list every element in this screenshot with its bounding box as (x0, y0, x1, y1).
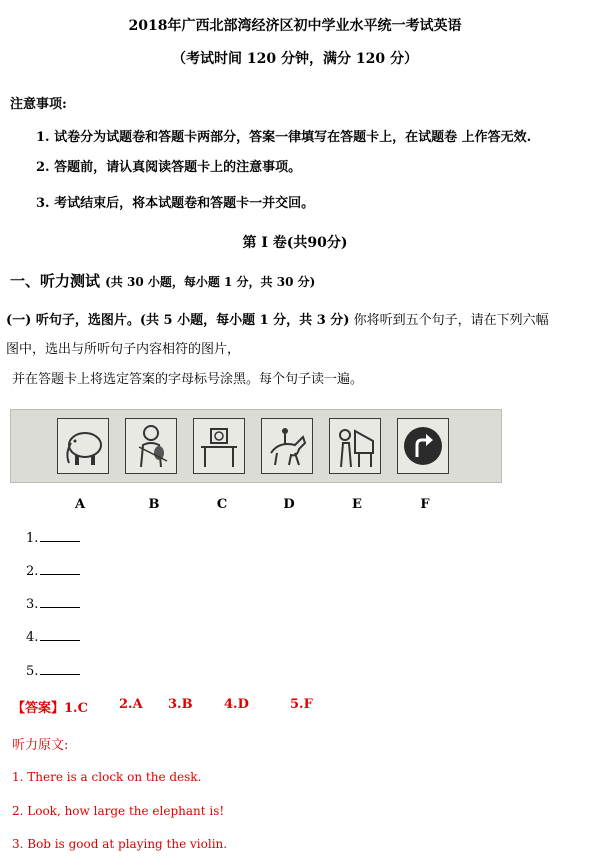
picture-label-c: C (216, 497, 228, 512)
question-1 (26, 531, 80, 546)
violin-player-icon (125, 418, 177, 474)
answer-item-4: 4.D (224, 697, 249, 712)
answer-item-5: 5.F (290, 697, 313, 712)
transcript-heading: 听力原文: (12, 738, 69, 753)
section-heading (10, 270, 315, 291)
answer-blank[interactable] (40, 630, 80, 641)
question-number: 1. (26, 531, 39, 546)
transcript-line-1: 1. There is a clock on the desk. (12, 770, 202, 784)
picture-label-f: F (420, 497, 430, 512)
transcript-line-2: 2. Look, how large the elephant is! (12, 804, 225, 818)
part-instruction-a: 你将听到五个句子，请在下列六幅 (353, 313, 549, 328)
answer-blank[interactable] (40, 564, 80, 575)
question-3 (26, 597, 80, 612)
answer-blank[interactable] (40, 531, 80, 542)
section-heading-title: 一、听力测试 (10, 272, 101, 290)
question-number: 5. (26, 664, 39, 679)
answer-item-1: 1.C (64, 701, 88, 716)
question-number: 3. (26, 597, 39, 612)
question-number: 4. (26, 630, 39, 645)
transcript-line-3: 3. Bob is good at playing the violin. (12, 837, 228, 851)
question-number: 2. (26, 564, 39, 579)
notice-item-2: 2. 答题前，请认真阅读答题卡上的注意事项。 (36, 160, 302, 175)
volume-title: 第 I 卷(共90分) (242, 235, 348, 251)
answer-item-3: 3.B (168, 697, 193, 712)
section-heading-note: (共 30 小题，每小题 1 分，共 30 分) (105, 275, 316, 289)
answer-blank[interactable] (40, 597, 80, 608)
answer-item-2: 2.A (119, 697, 143, 712)
part-instruction-b: 图中，选出与所听句子内容相符的图片， (6, 342, 241, 357)
answer-line (12, 697, 88, 716)
exam-subtitle: （考试时间 120 分钟，满分 120 分） (172, 51, 418, 67)
exam-title: 2018年广西北部湾经济区初中学业水平统一考试英语 (128, 18, 462, 34)
answer-label: 【答案】 (12, 701, 65, 716)
picture-strip (10, 409, 502, 483)
notice-heading: 注意事项: (10, 97, 67, 112)
answer-blank[interactable] (40, 664, 80, 675)
picture-label-e: E (352, 497, 362, 512)
question-4 (26, 630, 80, 645)
picture-label-a: A (74, 497, 86, 512)
horse-rider-icon (261, 418, 313, 474)
part-heading: (一) 听句子，选图片。(共 5 小题，每小题 1 分，共 3 分) (6, 313, 350, 328)
clock-on-desk-icon (193, 418, 245, 474)
piano-player-icon (329, 418, 381, 474)
picture-label-b: B (148, 497, 160, 512)
part-heading-line (6, 309, 549, 328)
notice-item-1: 1. 试卷分为试题卷和答题卡两部分，答案一律填写在答题卡上，在试题卷 上作答无效. (36, 130, 532, 145)
picture-label-d: D (283, 497, 295, 512)
question-5 (26, 664, 80, 679)
elephant-icon (57, 418, 109, 474)
part-instruction-c: 并在答题卡上将选定答案的字母标号涂黑。每个句子读一遍。 (12, 372, 364, 387)
notice-item-3: 3. 考试结束后，将本试题卷和答题卡一并交回。 (36, 196, 315, 211)
question-2 (26, 564, 80, 579)
turn-right-sign-icon (397, 418, 449, 474)
